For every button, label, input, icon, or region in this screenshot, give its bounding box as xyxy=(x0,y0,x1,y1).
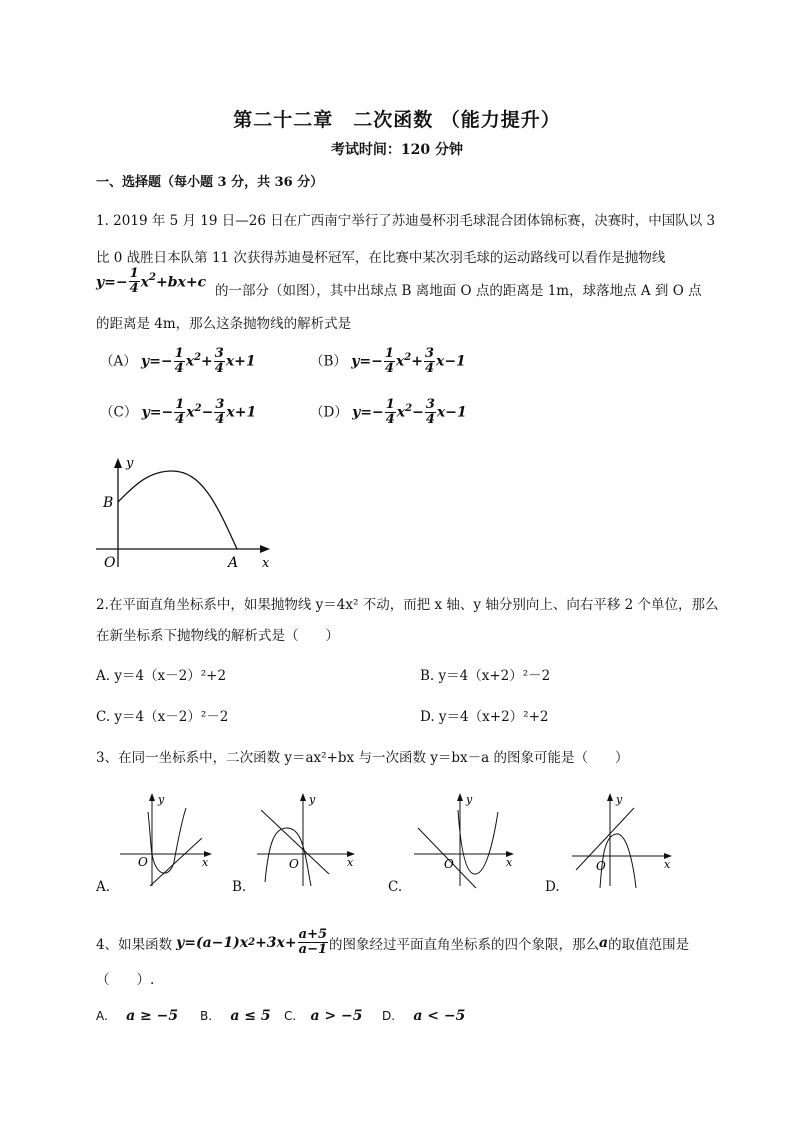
q1-option-d[interactable]: （D） y=− $\frac{1}{4}$ $x^2-$ $\frac{3}{4}$ x−1 xyxy=(310,397,467,428)
option-label: （D） xyxy=(310,404,348,421)
q2-line2: 在新坐标系下抛物线的解析式是（ ） xyxy=(96,628,339,644)
q4-line1: 4、如果函数 y=(a−1)x 2 +3x+ $\frac{a+5}{a-1}$ 的图象经过平面直角坐标系的四个象限，那么 a 的取值范围是 xyxy=(96,927,690,958)
graph-label-a: A xyxy=(228,555,239,571)
axis-y: y xyxy=(158,793,165,806)
q1-formula: y=− $\frac{1}{4}$ $x^2+bx+c$ xyxy=(96,266,207,297)
q2-option-b[interactable]: B. y＝4（x+2）²－2 xyxy=(420,668,551,684)
axis-x: x xyxy=(202,856,209,869)
q1-line2: 比 0 战胜日本队第 11 次获得苏迪曼杯冠军，在比赛中某次羽毛球的运动路线可以看作是抛物线 xyxy=(96,250,666,266)
q3-option-c[interactable]: C. xyxy=(388,879,403,895)
q1-option-b[interactable]: （B） y=− $\frac{1}{4}$ $x^2+$ $\frac{3}{4}$ x−1 xyxy=(310,346,466,377)
graph-label-x: x xyxy=(262,556,270,571)
option-label: B. xyxy=(200,1009,213,1023)
option-label: D. xyxy=(382,1009,396,1023)
q3-graph-b xyxy=(255,790,360,890)
q1-option-c[interactable]: （C） y=− $\frac{1}{4}$ $x^2-$ $\frac{3}{4}$ x+1 xyxy=(100,397,257,428)
q4-option-d[interactable] xyxy=(382,1008,465,1024)
option-label: （A） xyxy=(100,353,137,370)
q4-option-b[interactable] xyxy=(200,1008,271,1024)
graph-label-o: O xyxy=(104,555,116,571)
q1-line4: 的距离是 4m，那么这条抛物线的解析式是 xyxy=(96,316,352,332)
q2-option-d[interactable]: D. y＝4（x+2）²+2 xyxy=(420,709,549,725)
q3-graph-d xyxy=(570,790,680,890)
axis-o: O xyxy=(596,859,606,873)
axis-x: x xyxy=(506,856,513,869)
q3-option-b[interactable]: B. xyxy=(232,879,247,895)
q2-line1: 2.在平面直角坐标系中，如果抛物线 y＝4x² 不动，而把 x 轴、y 轴分别向上、向右平移 2 个单位，那么 xyxy=(96,597,719,613)
q3-option-d[interactable]: D. xyxy=(545,879,560,895)
option-label: A. xyxy=(96,1009,108,1023)
axis-o: O xyxy=(138,855,148,869)
axis-x: x xyxy=(347,856,354,869)
graph-label-b: B xyxy=(103,495,114,511)
q4-after2: 的取值范围是 xyxy=(608,936,690,953)
q4-option-a[interactable] xyxy=(96,1008,178,1024)
axis-o: O xyxy=(289,857,299,871)
q1-graph xyxy=(92,455,282,573)
option-value: a ≥ −5 xyxy=(126,1008,179,1024)
option-value: a ≤ 5 xyxy=(230,1008,271,1024)
exam-time: 考试时间：120 分钟 xyxy=(330,142,464,158)
q1-line1: 1. 2019 年 5 月 19 日—26 日在广西南宁举行了苏迪曼杯羽毛球混合团体锦标赛，决赛时，中国队以 3 xyxy=(96,213,716,229)
axis-x: x xyxy=(664,858,671,871)
q2-option-c[interactable]: C. y＝4（x－2）²－2 xyxy=(96,709,229,725)
axis-y: y xyxy=(466,793,473,806)
option-label: （B） xyxy=(310,353,347,370)
q3-graph-a xyxy=(118,790,218,890)
axis-y: y xyxy=(309,793,316,806)
q2-option-a[interactable]: A. y＝4（x－2）²+2 xyxy=(96,668,227,684)
axis-o: O xyxy=(444,857,454,871)
q4-line2: （ ）. xyxy=(96,972,155,988)
q4-before: 4、如果函数 xyxy=(96,936,173,953)
page-title: 第二十二章 二次函数 （能力提升） xyxy=(233,109,561,131)
q4-option-c[interactable] xyxy=(284,1008,363,1024)
q3-line1: 3、在同一坐标系中，二次函数 y＝ax²+bx 与一次函数 y＝bx－a 的图象可能是（ ） xyxy=(96,750,629,766)
q4-after: 的图象经过平面直角坐标系的四个象限，那么 xyxy=(329,936,600,953)
q3-graph-c xyxy=(412,790,522,890)
q1-line3: 的一部分（如图），其中出球点 B 离地面 O 点的距离是 1m，球落地点 A 到 O 点 xyxy=(215,283,702,299)
graph-label-y: y xyxy=(126,456,134,471)
section-heading: 一、选择题（每小题 3 分，共 36 分） xyxy=(96,175,324,190)
option-label: （C） xyxy=(100,404,138,421)
option-value: a > −5 xyxy=(310,1008,363,1024)
option-value: a < −5 xyxy=(413,1008,466,1024)
axis-y: y xyxy=(616,793,623,806)
q1-option-a[interactable]: （A） y=− $\frac{1}{4}$ $x^2+$ $\frac{3}{4}$ x+1 xyxy=(100,346,256,377)
q3-option-a[interactable]: A. xyxy=(96,879,111,895)
option-label: C. xyxy=(284,1009,297,1023)
